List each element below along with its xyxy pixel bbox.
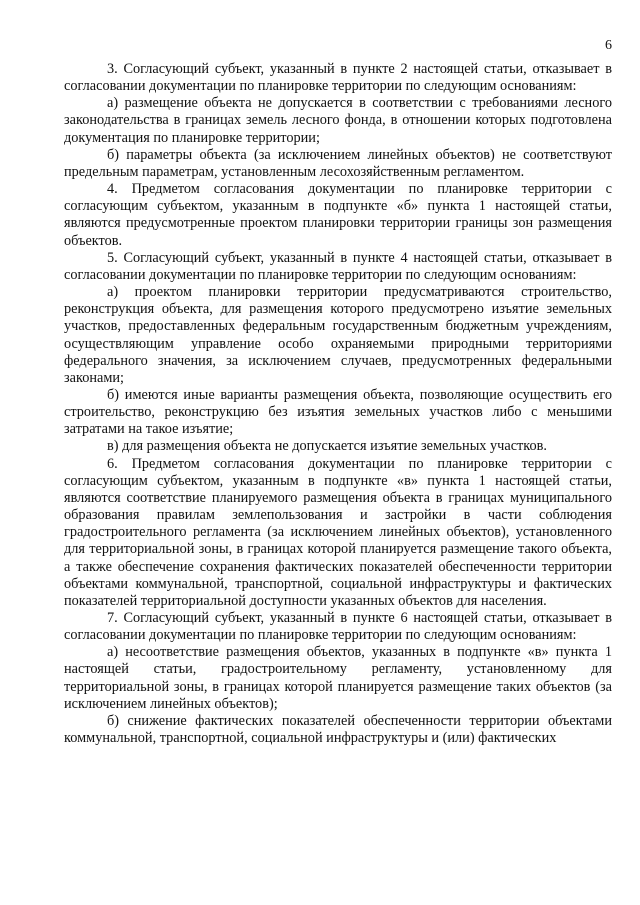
paragraph-5a: а) проектом планировки территории предусматриваются строительство, реконструкция объекта, для размещения которого предусмотрено изъятие земельных участков, предоставленных федеральным государственным бюджетным учреждениям, осуществляющим управление особо охраняемыми природными территориями федерального значения, за исключением случаев, предусмотренных федеральными законами; xyxy=(64,284,612,386)
paragraph-7: 7. Согласующий субъект, указанный в пункте 6 настоящей статьи, отказывает в согласовании документации по планировке территории по следующим основаниям: xyxy=(64,610,612,644)
paragraph-5v: в) для размещения объекта не допускается изъятие земельных участков. xyxy=(107,438,547,455)
paragraph-7a: а) несоответствие размещения объектов, указанных в подпункте «в» пункта 1 настоящей статьи, градостроительному регламенту, установленному для территориальной зоны, в границах которой планируется размещение таких объектов (за исключением линейных объектов); xyxy=(64,644,612,712)
paragraph-5: 5. Согласующий субъект, указанный в пункте 4 настоящей статьи, отказывает в согласовании документации по планировке территории по следующим основаниям: xyxy=(64,249,612,283)
paragraph-3: 3. Согласующий субъект, указанный в пункте 2 настоящей статьи, отказывает в согласовании документации по планировке территории по следующим основаниям: xyxy=(64,61,612,95)
page-number: 6 xyxy=(605,38,612,53)
paragraph-6: 6. Предметом согласования документации по планировке территории с согласующим субъектом, указанным в подпункте «в» пункта 1 настоящей статьи, являются соответствие планируемого размещения объекта в границах муниципального образования правилам землепользования и застройки в части соблюдения градостроительного регламента (за исключением линейных объектов), установленного для территориальной зоны, в границах которой планируется размещение такого объекта, а также обеспечение сохранения фактических показателей обеспеченности территории объектами коммунальной, транспортной, социальной инфраструктуры и фактических показателей территориальной доступности указанных объектов для населения. xyxy=(64,455,612,609)
body-text xyxy=(64,61,612,747)
paragraph-4: 4. Предметом согласования документации по планировке территории с согласующим субъектом, указанным в подпункте «б» пункта 1 настоящей статьи, являются предусмотренные проектом планировки территории границы зон размещения объектов. xyxy=(64,181,612,249)
paragraph-3a: а) размещение объекта не допускается в соответствии с требованиями лесного законодательства в границах земель лесного фонда, в отношении которых подготовлена документация по планировке территории; xyxy=(64,95,612,146)
paragraph-3b: б) параметры объекта (за исключением линейных объектов) не соответствуют предельным параметрам, установленным лесохозяйственным регламентом. xyxy=(64,146,612,180)
paragraph-7b: б) снижение фактических показателей обеспеченности территории объектами коммунальной, транспортной, социальной инфраструктуры и (или) фактических xyxy=(64,712,612,747)
paragraph-5b: б) имеются иные варианты размещения объекта, позволяющие осуществить его строительство, реконструкцию без изъятия земельных участков либо с меньшими затратами на такое изъятие; xyxy=(64,386,612,438)
